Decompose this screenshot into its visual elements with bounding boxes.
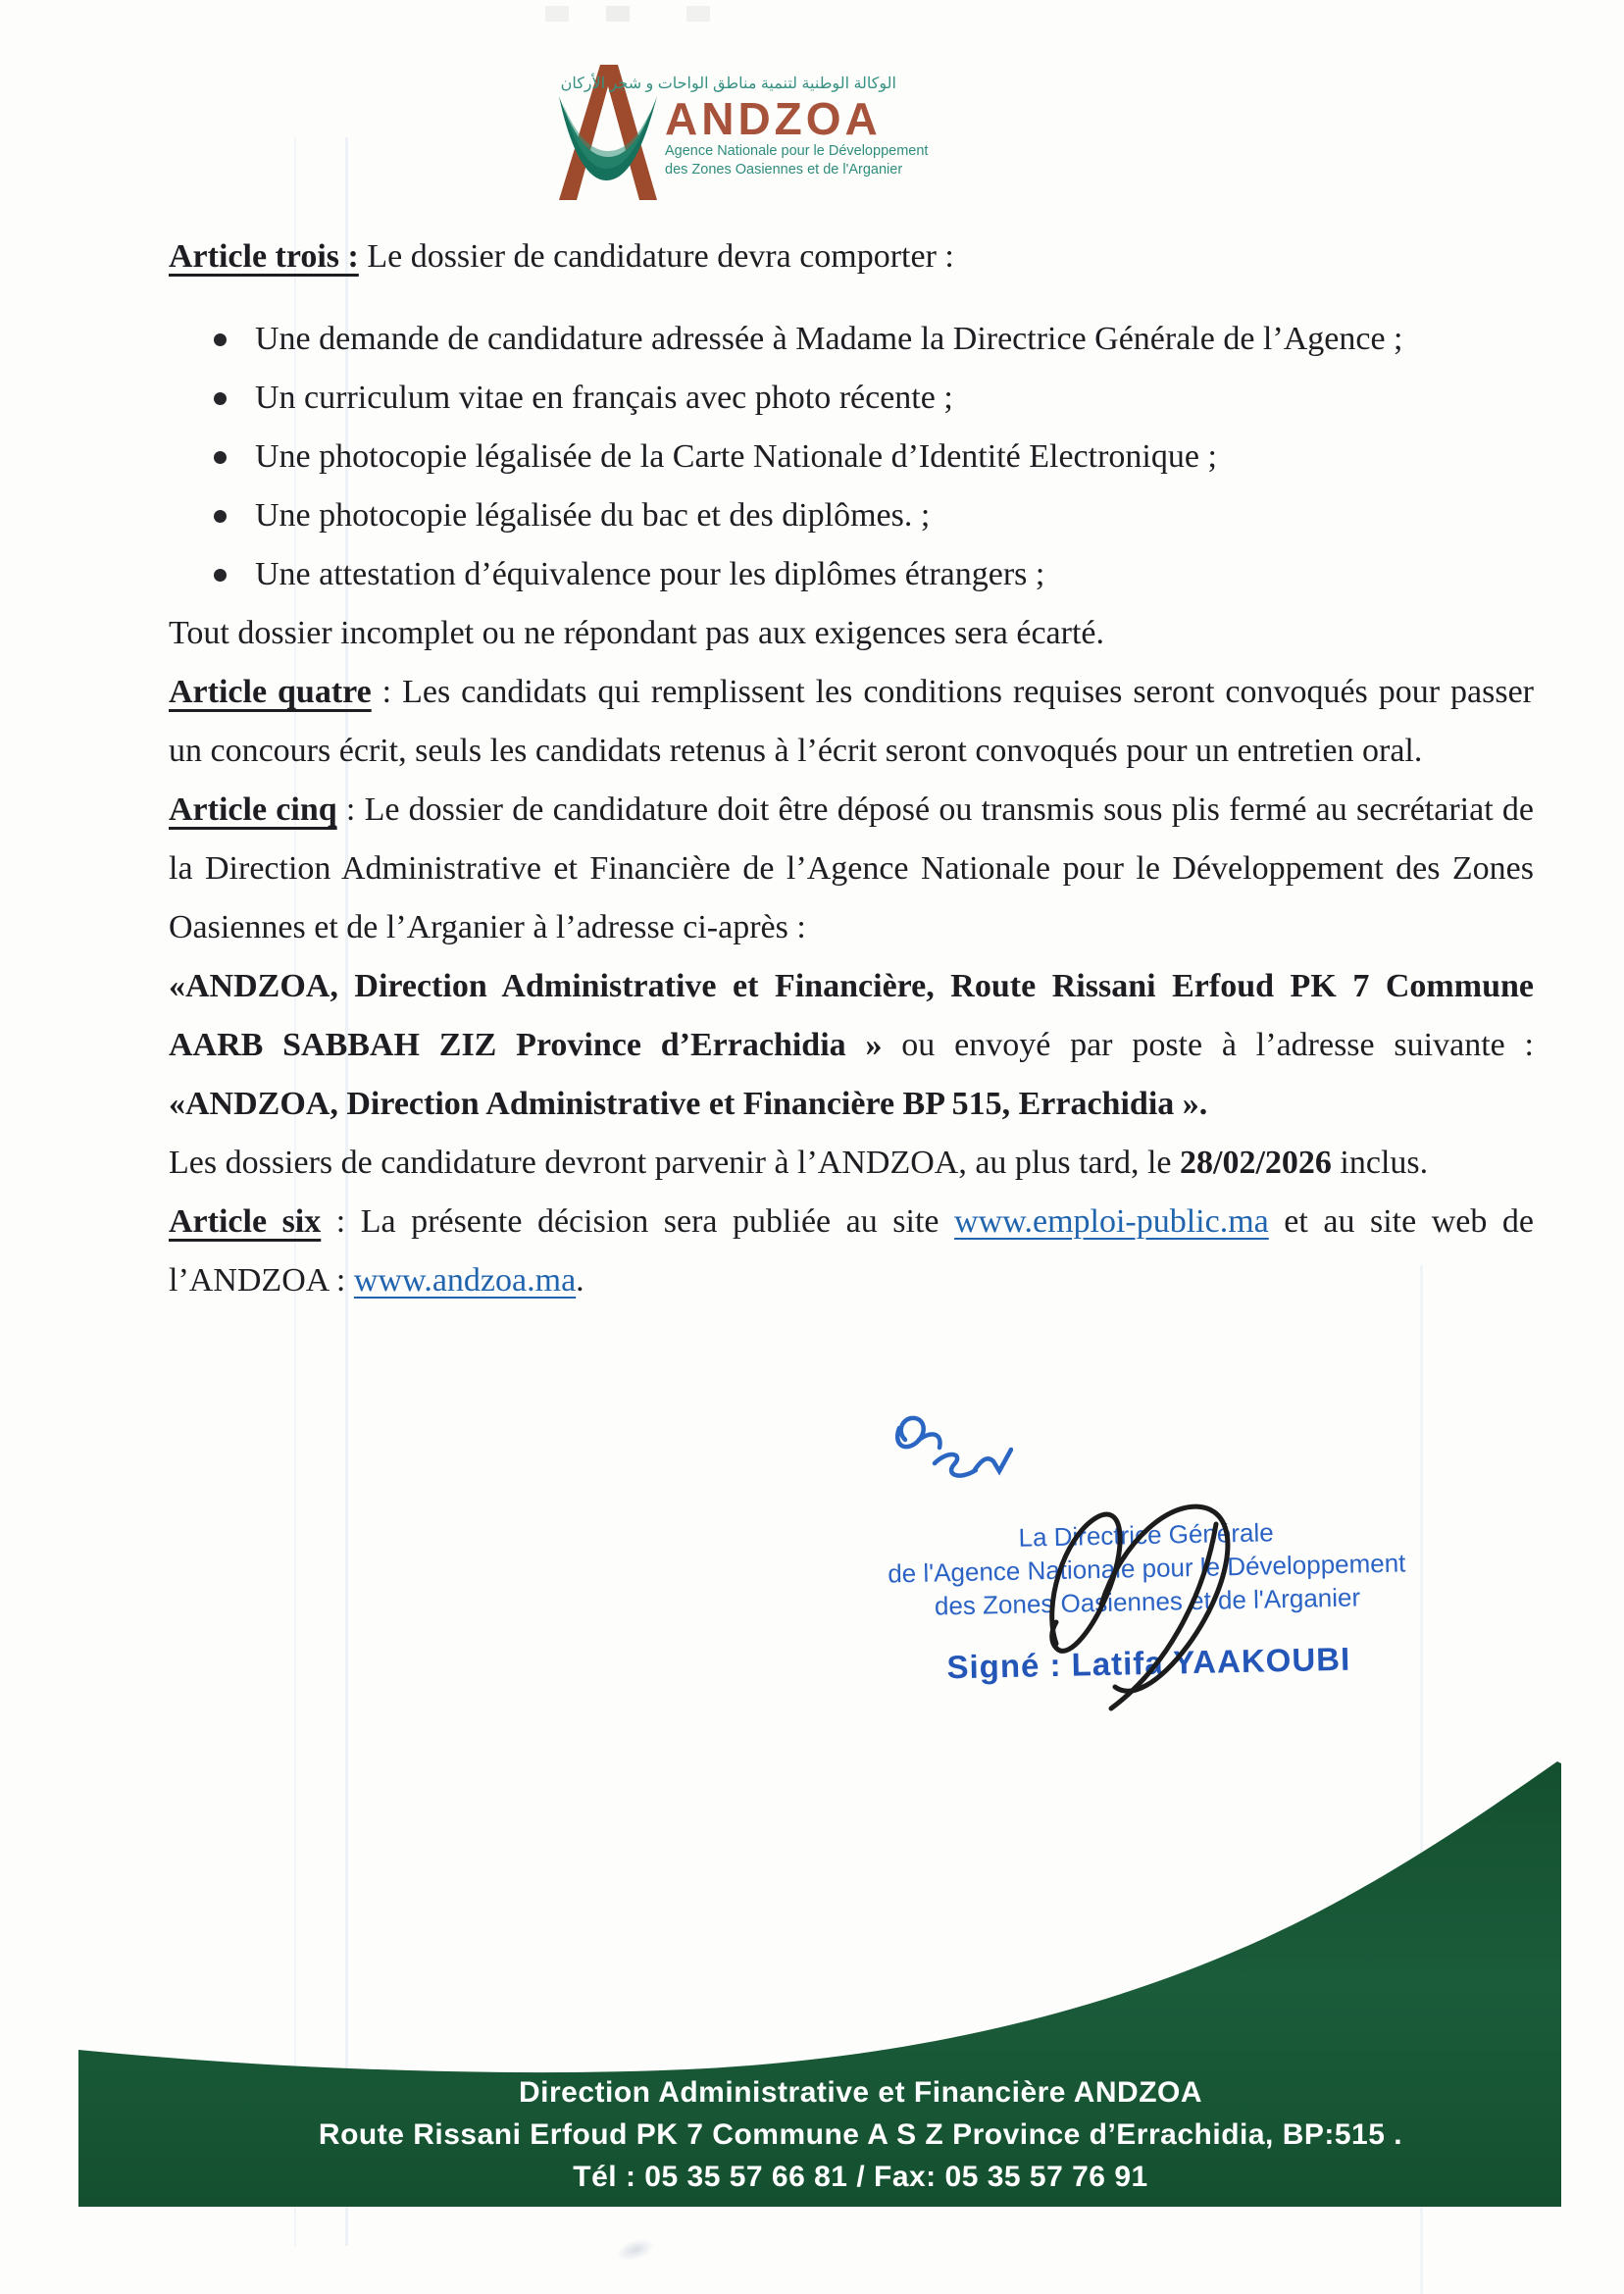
stamp-line: des Zones Oasiennes et de l'Arganier [934, 1582, 1361, 1621]
logo-acronym: ANDZOA [665, 93, 882, 144]
signed-by-line: Signé : Latifa YAAKOUBI [946, 1640, 1351, 1686]
article-six-text-3: . [576, 1262, 584, 1299]
list-item-text: Une photocopie légalisée du bac et des diplômes. ; [255, 497, 931, 534]
logo-arabic-name: الوكالة الوطنية لتنمية مناطق الواحات و شجر الأركان [560, 76, 896, 92]
address-connector: ou envoyé par poste à l’adresse suivante : [882, 1027, 1534, 1063]
article-quatre-paragraph [169, 663, 1534, 781]
document-body [169, 228, 1534, 1310]
list-item-text: Une attestation d’équivalence pour les diplômes étrangers ; [255, 556, 1045, 592]
article-cinq-heading: Article cinq [169, 791, 337, 828]
article-six-text-2: et au site web de l’ANDZOA : [169, 1203, 1534, 1299]
list-item-text: Une demande de candidature adressée à Madame la Directrice Générale de l’Agence ; [255, 321, 1403, 357]
logo-tagline-2: des Zones Oasiennes et de l'Arganier [665, 162, 903, 178]
list-item [169, 428, 1534, 486]
scan-artifact-square [606, 6, 630, 22]
footer-line-2: Route Rissani Erfoud PK 7 Commune A S Z Province d’Errachidia, BP:515 . [318, 2118, 1403, 2151]
handwritten-signature-icon [1015, 1495, 1280, 1714]
stamp-line: de l'Agence Nationale pour le Développement [887, 1548, 1406, 1589]
footer-line-3: Tél : 05 35 57 66 81 / Fax: 05 35 57 76 91 [573, 2161, 1148, 2193]
deadline-text-post: inclus. [1331, 1145, 1429, 1181]
address-bold-1: «ANDZOA, Direction Administrative et Financière, Route Rissani Erfoud PK 7 Commune AARB SABBAH ZIZ Province d’Errachidia » [169, 968, 1534, 1063]
article-cinq-text: : Le dossier de candidature doit être déposé ou transmis sous plis fermé au secrétariat de la Direction Administrative et Financière de l’Agence Nationale pour le Développement des Zones Oasiennes et de l’Arganier à l’adresse ci-après : [169, 791, 1534, 945]
article-six-heading: Article six [169, 1203, 322, 1240]
list-item [169, 545, 1534, 604]
andzoa-website-link[interactable]: www.andzoa.ma [353, 1262, 577, 1299]
emploi-public-link[interactable]: www.emploi-public.ma [954, 1203, 1269, 1240]
address-paragraph [169, 957, 1534, 1134]
footer-contact-block [245, 2071, 1476, 2198]
list-item [169, 369, 1534, 428]
address-bold-2: «ANDZOA, Direction Administrative et Financière BP 515, Errachidia ». [169, 1086, 1208, 1122]
andzoa-logo [547, 49, 929, 206]
deadline-date: 28/02/2026 [1180, 1145, 1332, 1181]
logo-tagline-1: Agence Nationale pour le Développement [665, 143, 929, 159]
article-six-text-1: : La présente décision sera publiée au site [321, 1203, 955, 1240]
paraphe-initials-icon [886, 1408, 1013, 1489]
scan-artifact-square [686, 6, 710, 22]
stamp-line: La Directrice Générale [1018, 1517, 1274, 1553]
list-item [169, 310, 1534, 369]
article-cinq-paragraph [169, 781, 1534, 957]
list-item [169, 486, 1534, 545]
andzoa-logo-text [560, 75, 929, 179]
incomplete-file-note: Tout dossier incomplet ou ne répondant pas aux exigences sera écarté. [169, 615, 1104, 651]
article-six-paragraph [169, 1193, 1534, 1310]
article-trois-paragraph [169, 228, 1534, 286]
list-item-text: Un curriculum vitae en français avec photo récente ; [255, 380, 953, 416]
footer-line-1: Direction Administrative et Financière ANDZOA [518, 2076, 1203, 2109]
list-item-text: Une photocopie légalisée de la Carte Nationale d’Identité Electronique ; [255, 438, 1217, 475]
article-quatre-text: : Les candidats qui remplissent les conditions requises seront convoqués pour passer un concours écrit, seuls les candidats retenus à l’écrit seront convoqués pour un entretien oral. [169, 674, 1534, 769]
deadline-paragraph [169, 1134, 1534, 1193]
scan-artifact-square [545, 6, 569, 22]
article-trois-intro: Le dossier de candidature devra comporter : [358, 238, 954, 275]
requirements-list [169, 310, 1534, 604]
deadline-text-pre: Les dossiers de candidature devront parvenir à l’ANDZOA, au plus tard, le [169, 1145, 1181, 1181]
article-quatre-heading: Article quatre [169, 674, 372, 710]
article-trois-heading: Article trois : [169, 238, 359, 275]
